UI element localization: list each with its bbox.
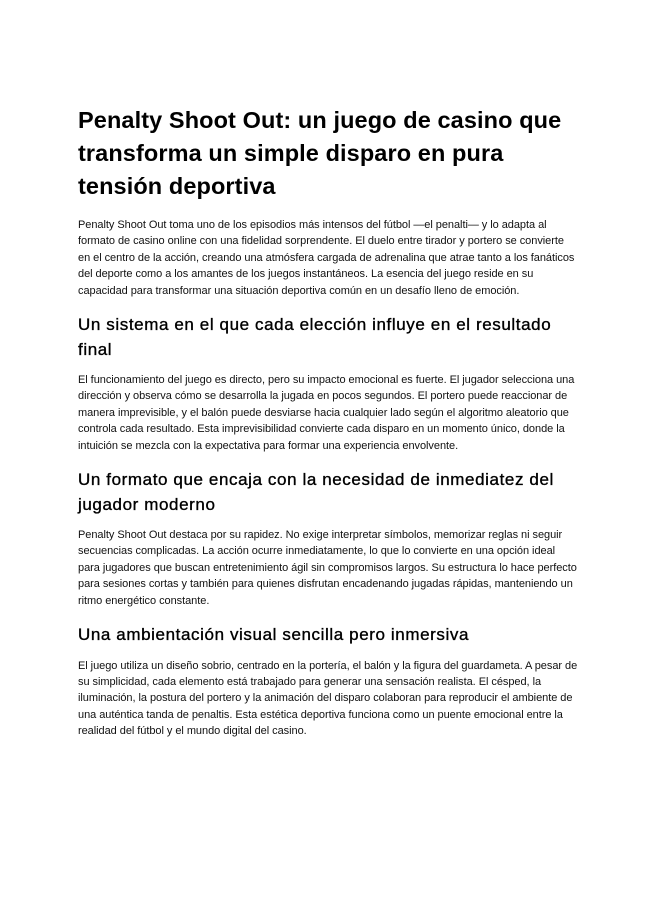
section-sistema [78,313,578,454]
document-page [78,104,578,754]
section-heading: Un sistema en el que cada elección influye en el resultado final [78,315,552,359]
section-heading: Una ambientación visual sencilla pero inmersiva [78,625,470,645]
intro-paragraph: Penalty Shoot Out toma uno de los episodios más intensos del fútbol —el penalti— y lo adapta al formato de casino online con una fidelidad sorprendente. El duelo entre tirador y portero se convierte en el centro de la acción, creando una atmósfera cargada de adrenalina que atrae tanto a los fanáticos del deporte como a los amantes de los juegos instantáneos. La esencia del juego reside en su capacidad para transformar una situación deportiva común en un desafío lleno de emoción. [78,219,575,297]
section-formato [78,468,578,609]
section-paragraph: Penalty Shoot Out destaca por su rapidez. No exige interpretar símbolos, memorizar reglas ni seguir secuencias complicadas. La acción ocurre inmediatamente, lo que lo convierte en una opción ideal para jugadores que buscan entretenimiento ágil sin compromisos largos. Su estructura lo hace perfecto para sesiones cortas y también para quienes disfrutan encadenando jugadas rápidas, manteniendo un ritmo energético constante. [78,529,577,607]
section-paragraph: El funcionamiento del juego es directo, pero su impacto emocional es fuerte. El jugador selecciona una dirección y observa cómo se desarrolla la jugada en pocos segundos. El portero puede reaccionar de manera imprevisible, y el balón puede desviarse hacia cualquier lado según el algoritmo aleatorio que controla cada resultado. Esta imprevisibilidad convierte cada disparo en un momento único, donde la intuición se mezcla con la expectativa para formar una experiencia envolvente. [78,374,575,452]
section-heading: Un formato que encaja con la necesidad de inmediatez del jugador moderno [78,470,554,514]
section-ambientacion [78,623,578,740]
section-paragraph: El juego utiliza un diseño sobrio, centrado en la portería, el balón y la figura del guardameta. A pesar de su simplicidad, cada elemento está trabajado para generar una sensación realista. El césped, la iluminación, la postura del portero y la animación del disparo colaboran para reproducir el ambiente de una auténtica tanda de penaltis. Esta estética deportiva funciona como un puente emocional entre la realidad del fútbol y el mundo digital del casino. [78,659,578,738]
document-title: Penalty Shoot Out: un juego de casino que transforma un simple disparo en pura tensión deportiva [78,107,562,199]
